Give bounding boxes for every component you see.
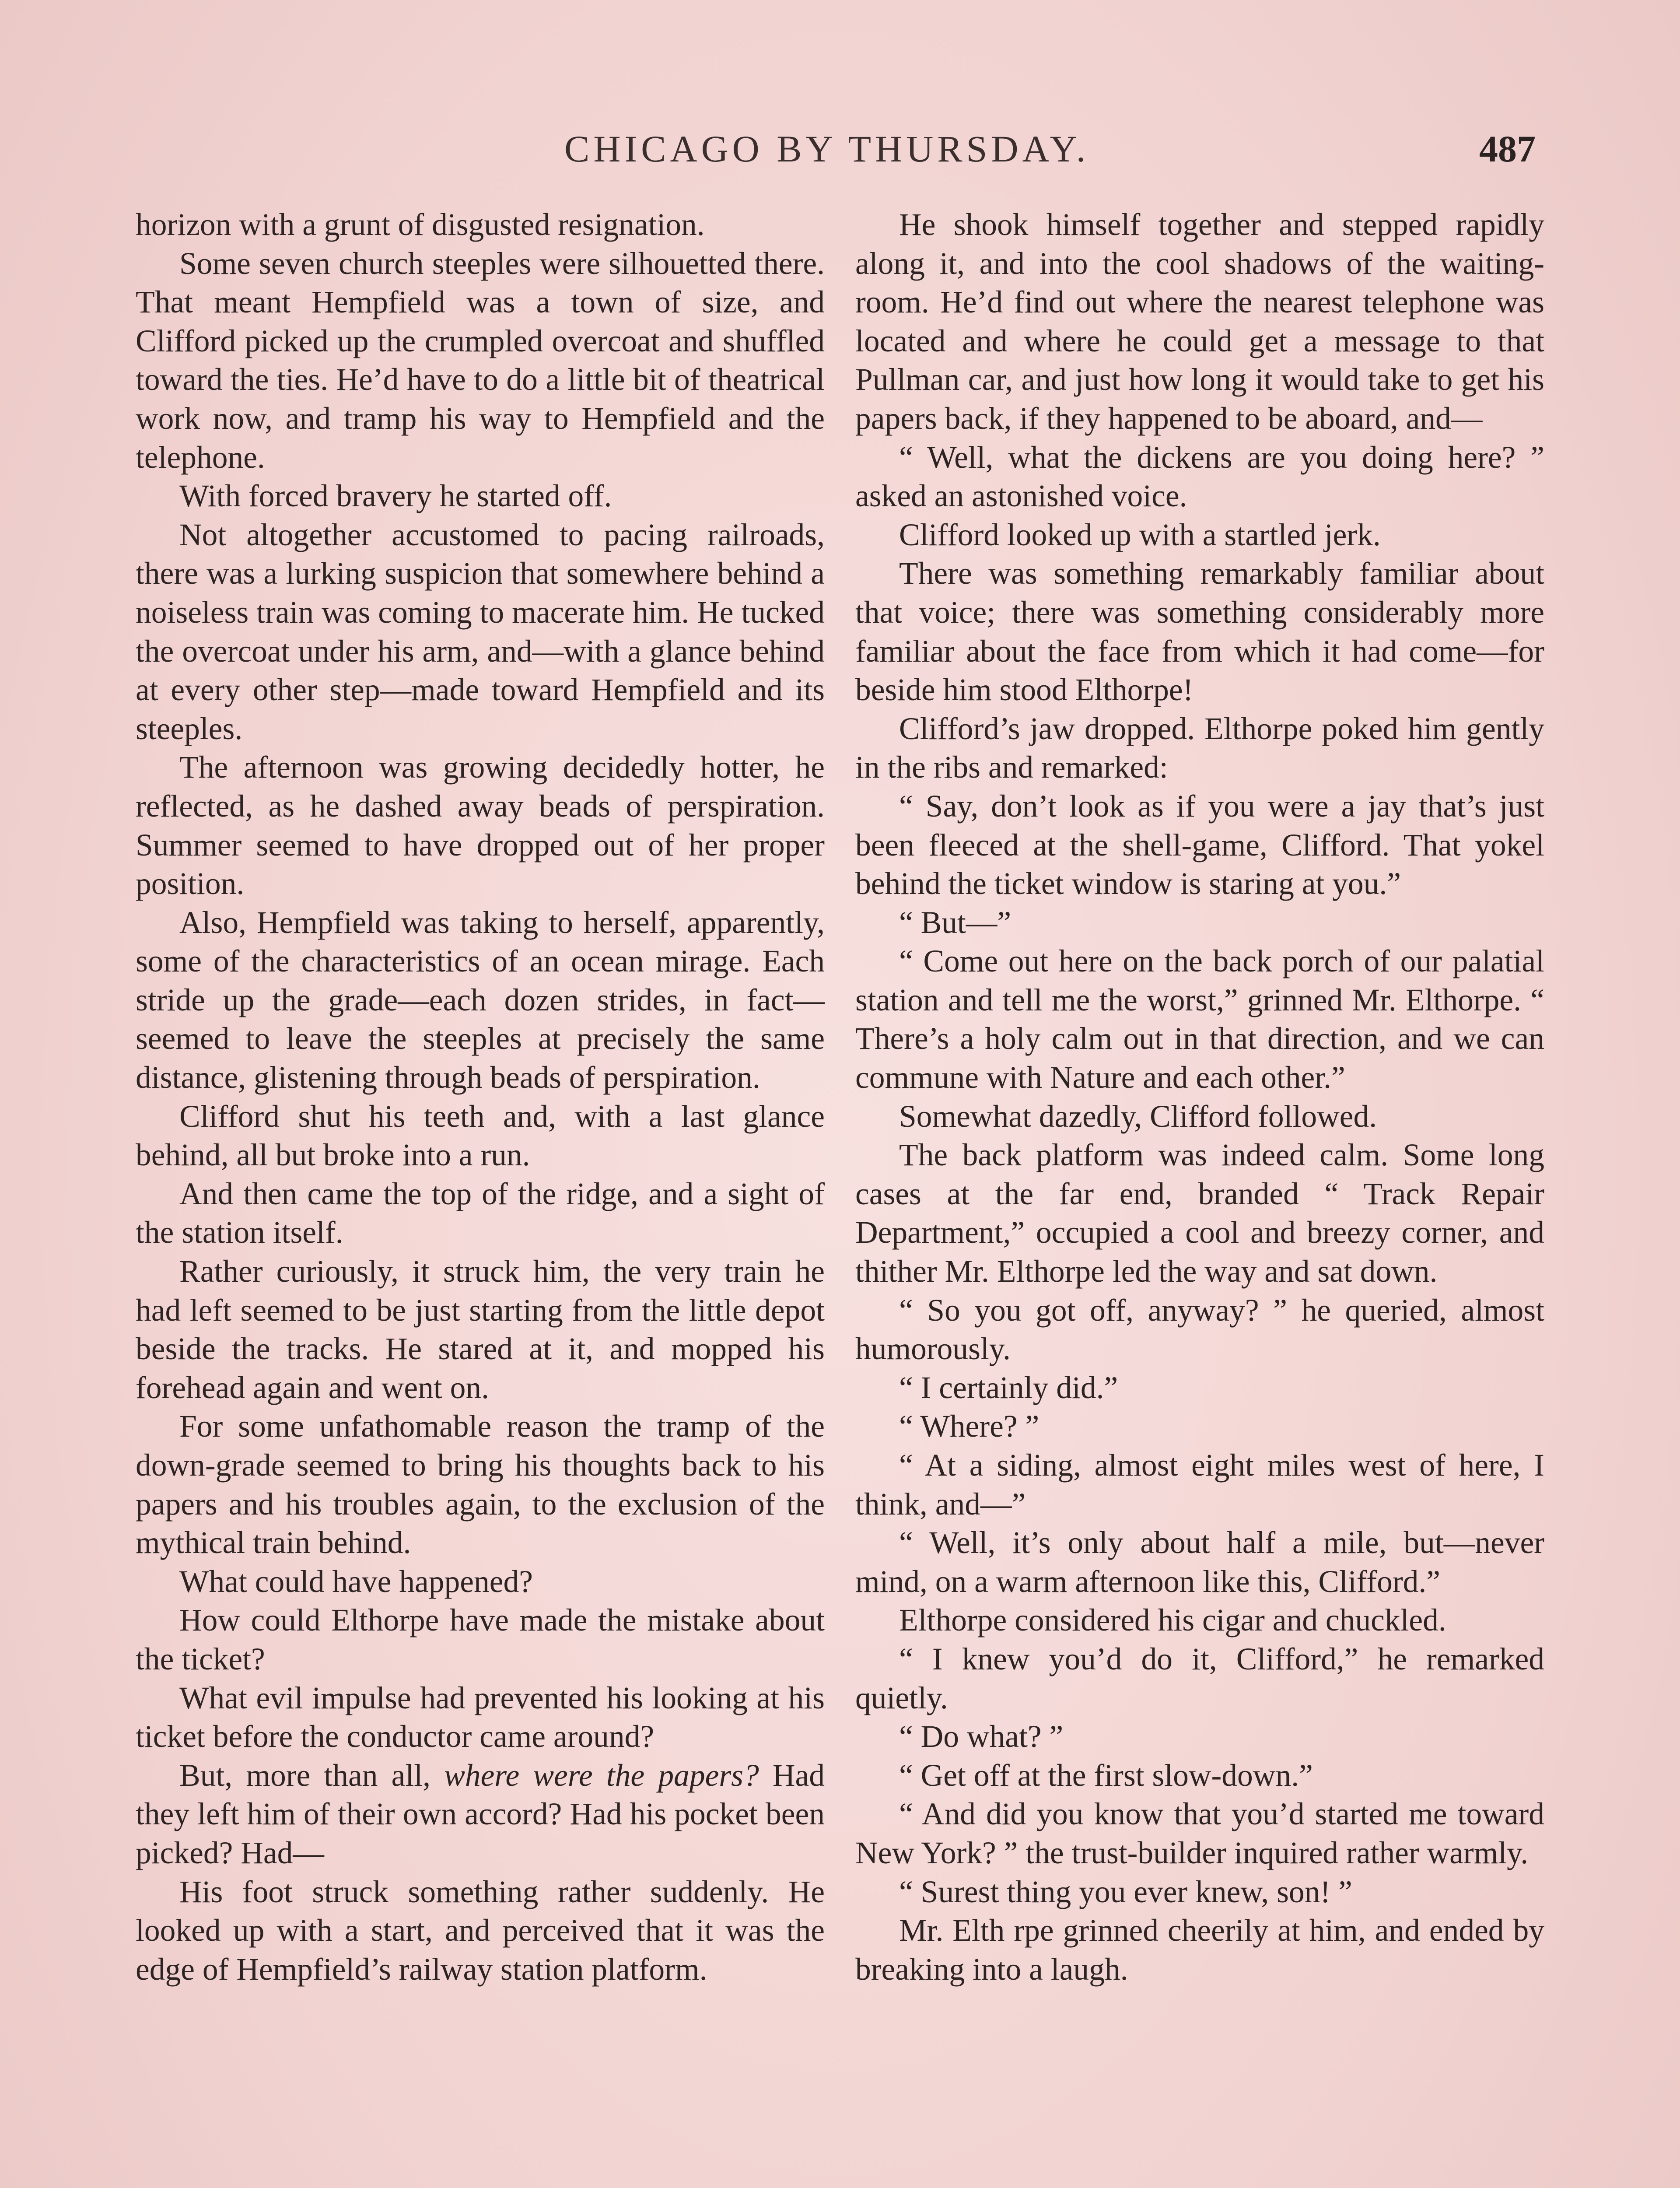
paragraph: “ Surest thing you ever knew, son! ” <box>899 1874 1352 1909</box>
paragraph: horizon with a grunt of disgusted resignation. <box>136 207 705 242</box>
page-number: 487 <box>1479 128 1536 170</box>
paragraph: What could have happened? <box>179 1564 533 1599</box>
paragraph: “ But—” <box>899 905 1012 940</box>
paragraph: “ Do what? ” <box>899 1719 1064 1754</box>
paragraph: “ And did you know that you’d started me toward New York? ” the trust-builder inquired rather warmly. <box>855 1797 1544 1870</box>
paragraph: “ Get off at the first slow-down.” <box>899 1758 1313 1793</box>
paragraph: There was something remarkably familiar about that voice; there was something considerably more familiar about the face from which it had come—for beside him stood Elthorpe! <box>855 556 1544 708</box>
paragraph: “ Come out here on the back porch of our palatial station and tell me the worst,” grinned Mr. Elthorpe. “ There’s a holy calm out in that direction, and we can commune with Nature and each other.” <box>855 944 1544 1095</box>
left-column <box>136 206 825 1989</box>
paragraph: “ Well, what the dickens are you doing here? ” asked an astonished voice. <box>855 440 1544 514</box>
paragraph: And then came the top of the ridge, and a sight of the station itself. <box>136 1176 825 1250</box>
paragraph: Rather curiously, it struck him, the very train he had left seemed to be just starting from the little depot beside the tracks. He stared at it, and mopped his forehead again and went on. <box>136 1254 825 1405</box>
text-run: Had they left him of their own accord? Had his pocket been picked? Had— <box>136 1758 825 1870</box>
paragraph: “ Where? ” <box>899 1409 1040 1444</box>
paragraph: What evil impulse had prevented his looking at his ticket before the conductor came around? <box>136 1680 825 1754</box>
paragraph: “ Well, it’s only about half a mile, but—never mind, on a warm afternoon like this, Clifford.” <box>855 1525 1544 1599</box>
paragraph-with-italic <box>136 1757 825 1873</box>
right-column <box>855 206 1544 1989</box>
running-title: CHICAGO BY THURSDAY. <box>564 128 1090 170</box>
paragraph: Clifford shut his teeth and, with a last glance behind, all but broke into a run. <box>136 1099 825 1173</box>
paragraph: Also, Hempfield was taking to herself, apparently, some of the characteristics of an ocean mirage. Each stride up the grade—each dozen strides, in fact—seemed to leave the steeples at precisely the same distance, glistening through beads of perspiration. <box>136 905 825 1095</box>
paragraph: His foot struck something rather suddenly. He looked up with a start, and perceived that it was the edge of Hempfield’s railway station platform. <box>136 1874 825 1987</box>
paragraph: For some unfathomable reason the tramp of the down-grade seemed to bring his thoughts back to his papers and his troubles again, to the exclusion of the mythical train behind. <box>136 1409 825 1560</box>
paragraph: Clifford looked up with a startled jerk. <box>899 517 1381 552</box>
paragraph: The afternoon was growing decidedly hotter, he reflected, as he dashed away beads of perspiration. Summer seemed to have dropped out of her proper position. <box>136 750 825 901</box>
page-header <box>136 127 1536 184</box>
paragraph: He shook himself together and stepped rapidly along it, and into the cool shadows of the waiting-room. He’d find out where the nearest telephone was located and where he could get a message to that Pullman car, and just how long it would take to get his papers back, if they happened to be aboard, and— <box>855 207 1544 436</box>
paragraph: Not altogether accustomed to pacing railroads, there was a lurking suspicion that somewhere behind a noiseless train was coming to macerate him. He tucked the overcoat under his arm, and—with a glance behind at every other step—made toward Hempfield and its steeples. <box>136 517 825 746</box>
paragraph: “ Say, don’t look as if you were a jay that’s just been fleeced at the shell-game, Clifford. That yokel behind the ticket window is staring at you.” <box>855 789 1544 901</box>
paragraph: The back platform was indeed calm. Some long cases at the far end, branded “ Track Repair Department,” occupied a cool and breezy corner, and thither Mr. Elthorpe led the way and sat down. <box>855 1138 1544 1289</box>
italic-phrase: where were the papers? <box>444 1758 759 1793</box>
paragraph: “ I knew you’d do it, Clifford,” he remarked quietly. <box>855 1641 1544 1715</box>
paragraph: Some seven church steeples were silhouetted there. That meant Hempfield was a town of size, and Clifford picked up the crumpled overcoat and shuffled toward the ties. He’d have to do a little bit of theatrical work now, and tramp his way to Hempfield and the telephone. <box>136 246 825 475</box>
text-run: But, more than all, <box>179 1758 444 1793</box>
paragraph: Somewhat dazedly, Clifford followed. <box>899 1099 1377 1134</box>
paragraph: Clifford’s jaw dropped. Elthorpe poked him gently in the ribs and remarked: <box>855 711 1544 785</box>
paragraph: With forced bravery he started off. <box>179 479 612 514</box>
paragraph: Mr. Elth rpe grinned cheerily at him, and ended by breaking into a laugh. <box>855 1913 1544 1987</box>
paragraph: “ I certainly did.” <box>899 1370 1118 1405</box>
paragraph: How could Elthorpe have made the mistake about the ticket? <box>136 1603 825 1676</box>
paragraph: Elthorpe considered his cigar and chuckled. <box>899 1603 1446 1638</box>
paragraph: “ So you got off, anyway? ” he queried, almost humorously. <box>855 1293 1544 1367</box>
paragraph: “ At a siding, almost eight miles west of here, I think, and—” <box>855 1448 1544 1522</box>
